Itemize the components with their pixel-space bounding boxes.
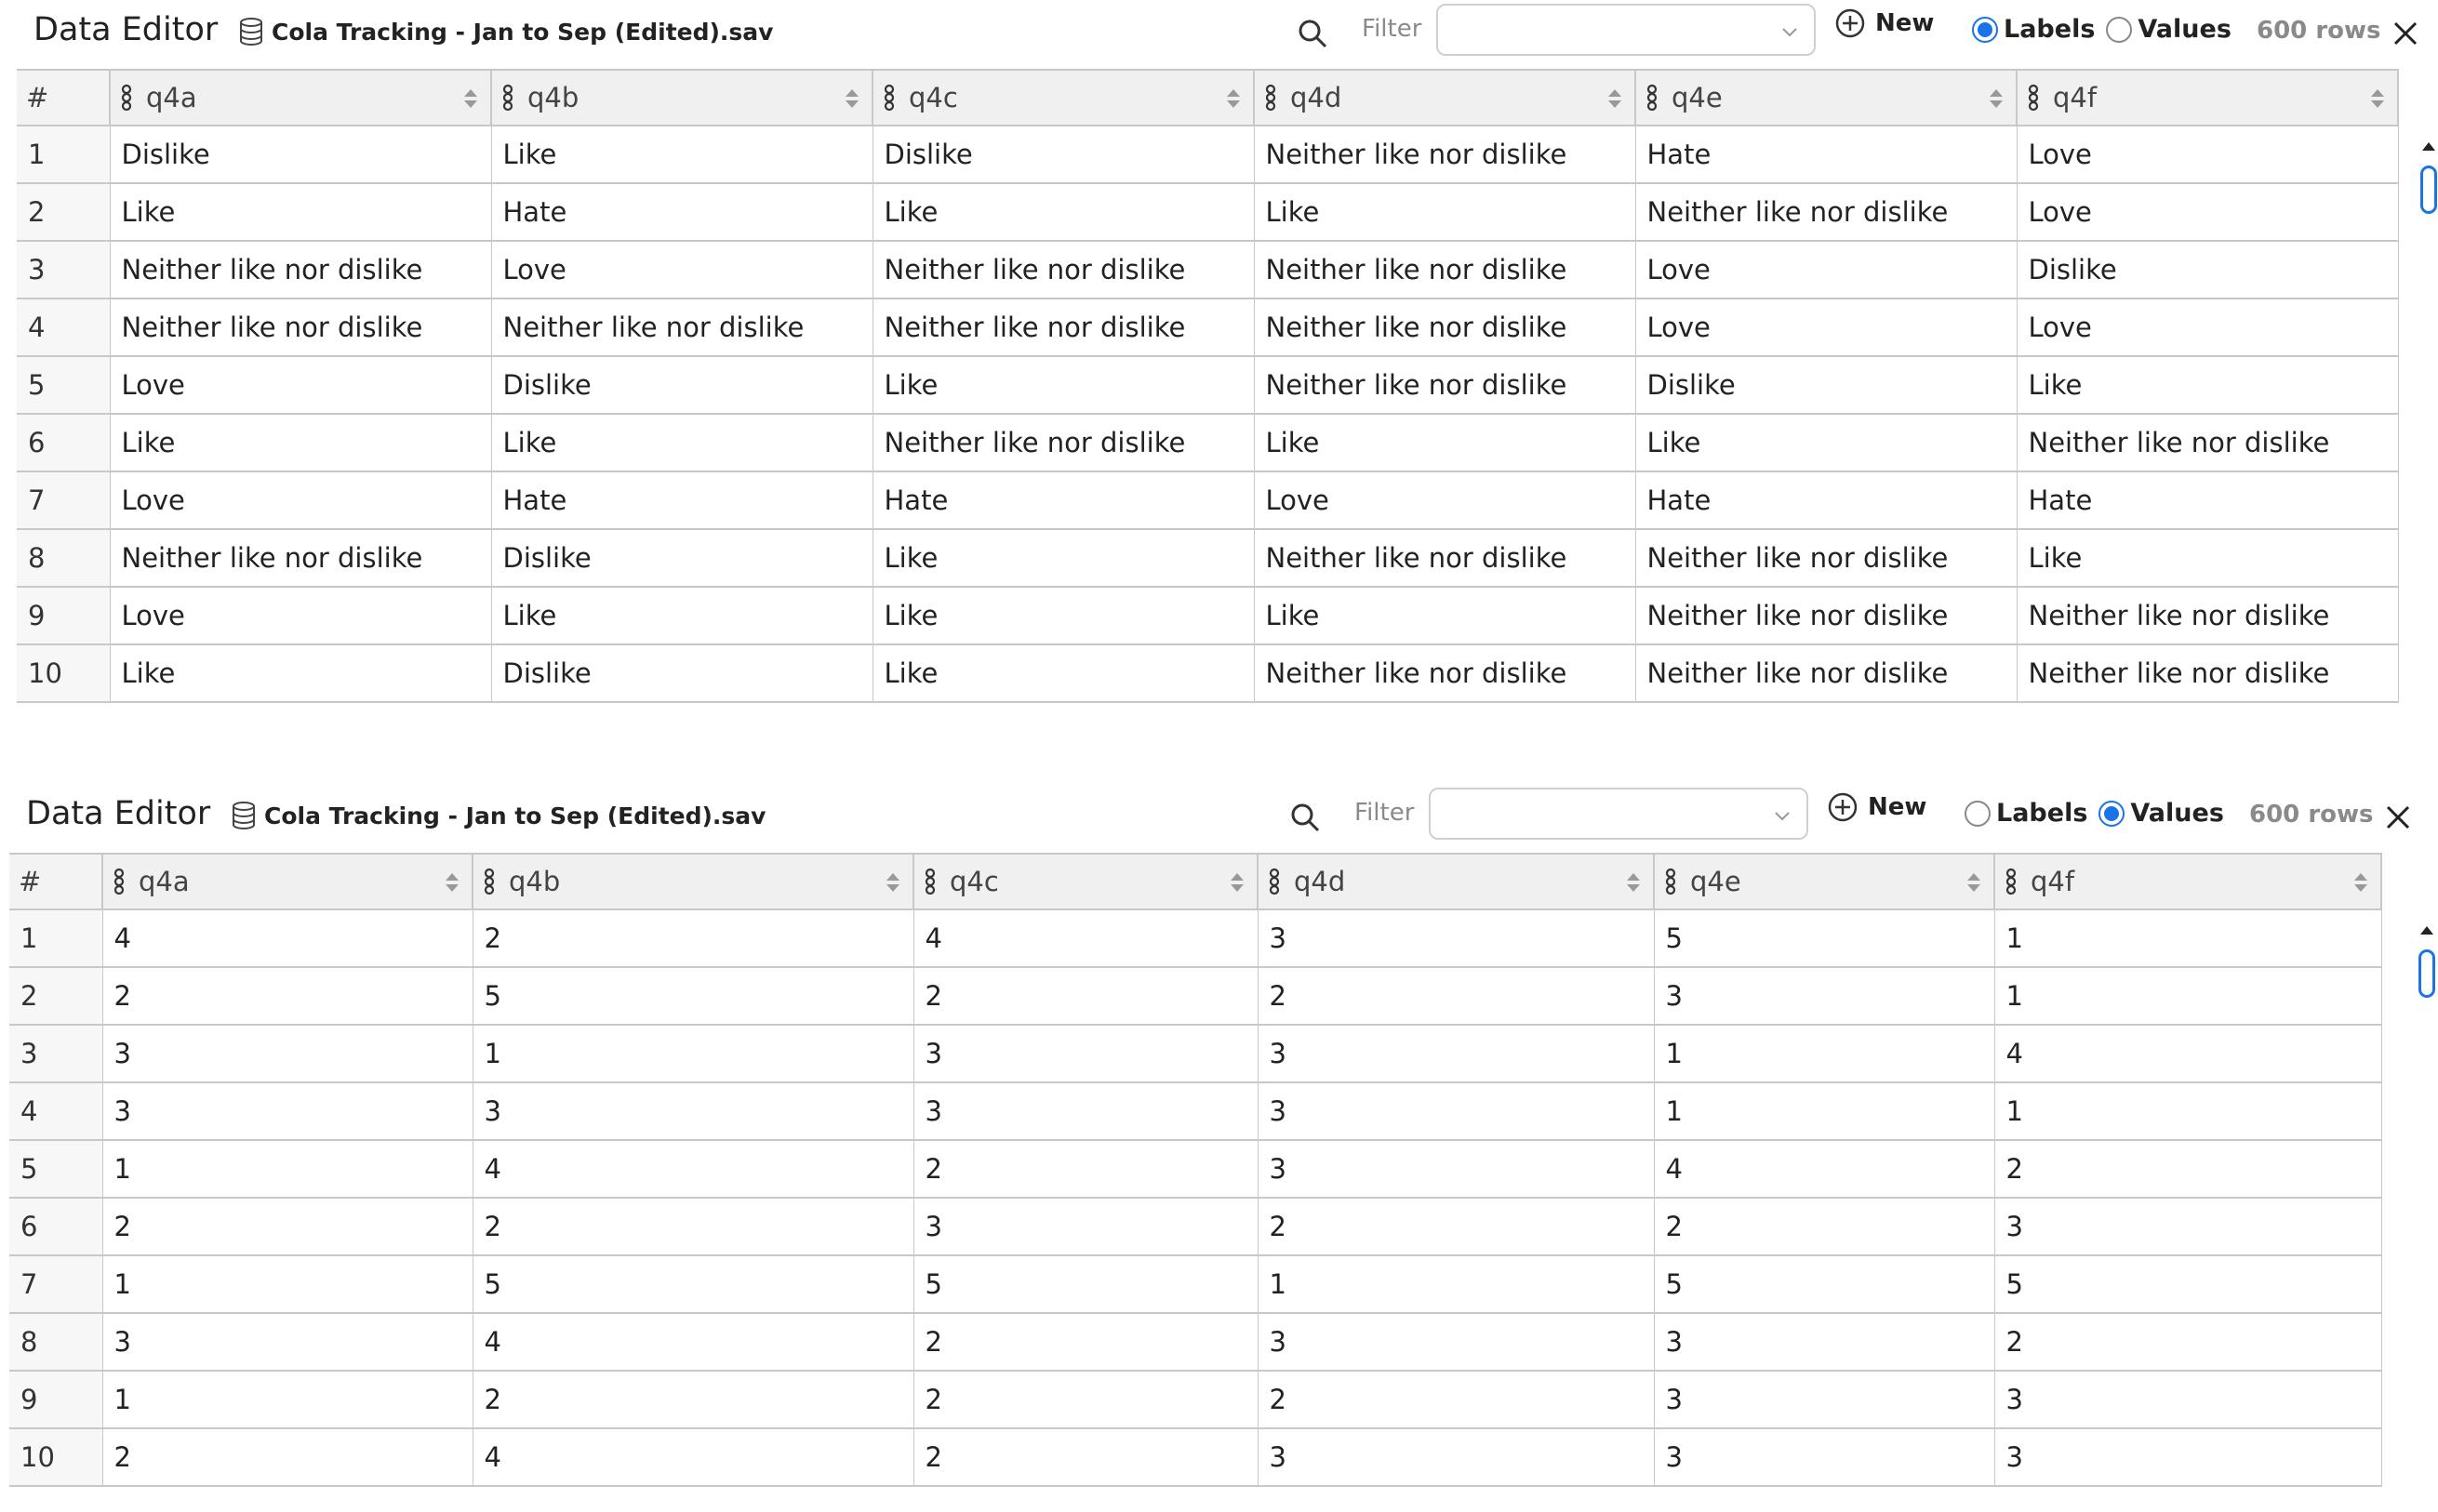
sort-icon[interactable] xyxy=(444,871,460,894)
table-cell[interactable]: 2 xyxy=(913,1313,1258,1371)
table-cell[interactable]: Dislike xyxy=(1635,356,2017,414)
table-cell[interactable]: 2 xyxy=(473,1371,913,1428)
row-index: 9 xyxy=(17,587,110,644)
table-cell[interactable]: Neither like nor dislike xyxy=(873,414,1254,471)
variable-icon xyxy=(483,868,496,895)
row-index: 8 xyxy=(17,529,110,587)
table-cell[interactable]: 4 xyxy=(1654,1140,1994,1198)
variable-icon xyxy=(120,84,133,112)
sort-icon[interactable] xyxy=(885,871,901,894)
column-header-q4e[interactable] xyxy=(1654,854,1994,909)
table-cell[interactable]: Neither like nor dislike xyxy=(1254,241,1635,298)
table-cell[interactable]: Like xyxy=(110,414,491,471)
table-cell[interactable]: Like xyxy=(1254,183,1635,241)
table-cell[interactable]: Dislike xyxy=(491,529,873,587)
table-cell[interactable]: 3 xyxy=(1654,1428,1994,1486)
table-row xyxy=(17,414,2398,471)
column-name: q4a xyxy=(146,82,197,113)
table-cell[interactable]: 3 xyxy=(1994,1371,2381,1428)
table-cell[interactable]: 2 xyxy=(1258,1371,1654,1428)
table-cell[interactable]: 1 xyxy=(1994,909,2381,967)
variable-icon xyxy=(1664,868,1677,895)
column-header-q4f[interactable] xyxy=(2017,70,2398,126)
sort-icon[interactable] xyxy=(844,87,860,110)
row-index: 3 xyxy=(9,1025,102,1082)
row-index: 2 xyxy=(17,183,110,241)
table-cell[interactable]: 1 xyxy=(1654,1082,1994,1140)
table-cell[interactable]: Hate xyxy=(491,471,873,529)
table-cell[interactable]: Like xyxy=(873,587,1254,644)
table-cell[interactable]: Love xyxy=(110,587,491,644)
sort-icon[interactable] xyxy=(1225,87,1242,110)
column-header-q4b[interactable] xyxy=(491,70,873,126)
variable-icon xyxy=(1645,84,1659,112)
table-cell[interactable]: 2 xyxy=(913,1428,1258,1486)
table-cell[interactable]: Neither like nor dislike xyxy=(1635,587,2017,644)
table-row xyxy=(17,126,2398,183)
table-cell[interactable]: Neither like nor dislike xyxy=(2017,414,2398,471)
scroll-up-arrow-icon[interactable] xyxy=(2418,139,2438,154)
table-row xyxy=(17,183,2398,241)
table-row xyxy=(9,1025,2381,1082)
table-cell[interactable]: Neither like nor dislike xyxy=(1254,298,1635,356)
filter-label: Filter xyxy=(1362,15,1422,43)
index-header: # xyxy=(9,854,102,909)
table-cell[interactable]: 4 xyxy=(473,1428,913,1486)
table-cell[interactable]: 4 xyxy=(473,1313,913,1371)
search-icon[interactable] xyxy=(1296,17,1329,50)
table-cell[interactable]: 3 xyxy=(102,1313,473,1371)
table-cell[interactable]: 4 xyxy=(473,1140,913,1198)
sort-icon[interactable] xyxy=(1988,87,2005,110)
variable-icon xyxy=(113,868,126,895)
table-cell[interactable]: Neither like nor dislike xyxy=(1254,529,1635,587)
table-cell[interactable]: Like xyxy=(873,356,1254,414)
row-index: 5 xyxy=(9,1140,102,1198)
table-cell[interactable]: 4 xyxy=(1994,1025,2381,1082)
variable-icon xyxy=(1264,84,1277,112)
table-cell[interactable]: Like xyxy=(873,529,1254,587)
chevron-down-icon xyxy=(1780,22,1799,41)
filter-label: Filter xyxy=(1354,799,1415,827)
table-cell[interactable]: Neither like nor dislike xyxy=(1254,126,1635,183)
table-row xyxy=(9,1140,2381,1198)
table-cell[interactable]: 4 xyxy=(913,909,1258,967)
table-cell[interactable]: 1 xyxy=(1654,1025,1994,1082)
chevron-down-icon xyxy=(1773,806,1792,825)
table-cell[interactable]: Neither like nor dislike xyxy=(110,241,491,298)
table-cell[interactable]: 3 xyxy=(1654,1313,1994,1371)
table-cell[interactable]: Neither like nor dislike xyxy=(1254,356,1635,414)
index-header: # xyxy=(17,70,110,126)
variable-icon xyxy=(2027,84,2040,112)
table-row xyxy=(17,298,2398,356)
table-cell[interactable]: 2 xyxy=(913,1140,1258,1198)
table-cell[interactable]: 1 xyxy=(102,1255,473,1313)
table-cell[interactable]: 2 xyxy=(1994,1140,2381,1198)
table-row xyxy=(17,471,2398,529)
table-row xyxy=(17,356,2398,414)
rows-count: 600 rows xyxy=(2257,17,2381,45)
display-mode-toggle xyxy=(1972,15,2243,44)
column-header-q4c[interactable] xyxy=(913,854,1258,909)
values-radio-label: Values xyxy=(2138,15,2232,44)
table-cell[interactable]: 3 xyxy=(102,1082,473,1140)
search-icon[interactable] xyxy=(1288,801,1322,834)
table-cell[interactable]: Love xyxy=(2017,183,2398,241)
values-radio-label: Values xyxy=(2130,799,2224,828)
table-cell[interactable]: 5 xyxy=(913,1255,1258,1313)
table-cell[interactable]: 2 xyxy=(102,1198,473,1255)
table-cell[interactable]: 1 xyxy=(1994,967,2381,1025)
table-cell[interactable]: 2 xyxy=(913,967,1258,1025)
column-header-q4f[interactable] xyxy=(1994,854,2381,909)
values-radio[interactable] xyxy=(2098,799,2224,828)
table-cell[interactable]: 1 xyxy=(1258,1255,1654,1313)
table-cell[interactable]: Love xyxy=(1635,241,2017,298)
column-name: q4c xyxy=(909,82,958,113)
variable-icon xyxy=(2005,868,2018,895)
labels-radio-label: Labels xyxy=(1996,799,2088,828)
scroll-up-arrow-icon[interactable] xyxy=(2417,923,2437,938)
column-name: q4e xyxy=(1672,82,1723,113)
table-cell[interactable]: 5 xyxy=(1994,1255,2381,1313)
sort-icon[interactable] xyxy=(1229,871,1246,894)
panel-title: Data Editor xyxy=(33,11,219,48)
row-index: 7 xyxy=(17,471,110,529)
table-cell[interactable]: 3 xyxy=(1258,1313,1654,1371)
column-name: q4a xyxy=(139,866,190,897)
table-cell[interactable]: 3 xyxy=(473,1082,913,1140)
table-cell[interactable]: Dislike xyxy=(491,356,873,414)
table-cell[interactable]: Like xyxy=(1254,587,1635,644)
column-header-q4a[interactable] xyxy=(110,70,491,126)
table-cell[interactable]: Like xyxy=(491,414,873,471)
new-button-label: New xyxy=(1868,793,1927,821)
table-row xyxy=(9,1313,2381,1371)
column-header-q4b[interactable] xyxy=(473,854,913,909)
table-cell[interactable]: Neither like nor dislike xyxy=(110,529,491,587)
table-cell[interactable]: 1 xyxy=(102,1140,473,1198)
row-index: 1 xyxy=(9,909,102,967)
table-cell[interactable]: 2 xyxy=(473,1198,913,1255)
table-cell[interactable]: Neither like nor dislike xyxy=(1635,529,2017,587)
table-header-row xyxy=(9,854,2381,909)
table-cell[interactable]: Hate xyxy=(1635,126,2017,183)
plus-circle-icon xyxy=(1834,7,1866,39)
row-index: 3 xyxy=(17,241,110,298)
panel-header xyxy=(9,784,2400,849)
column-name: q4b xyxy=(527,82,580,113)
column-name: q4c xyxy=(950,866,999,897)
database-icon xyxy=(231,801,257,830)
data-editor-panel-labels xyxy=(17,0,2407,689)
vertical-scrollbar-thumb[interactable] xyxy=(2418,949,2435,998)
table-row xyxy=(9,1082,2381,1140)
table-cell[interactable]: 3 xyxy=(1654,967,1994,1025)
table-cell[interactable]: Dislike xyxy=(491,644,873,702)
table-cell[interactable]: 3 xyxy=(1258,1025,1654,1082)
table-cell[interactable]: 5 xyxy=(473,967,913,1025)
close-icon[interactable] xyxy=(2391,19,2420,48)
sort-icon[interactable] xyxy=(2369,87,2386,110)
table-row xyxy=(17,241,2398,298)
data-table xyxy=(17,69,2399,703)
table-cell[interactable]: Love xyxy=(491,241,873,298)
file-name xyxy=(238,17,773,46)
sort-icon[interactable] xyxy=(2352,871,2369,894)
table-cell[interactable]: 4 xyxy=(102,909,473,967)
data-editor-panel-values xyxy=(9,784,2400,1473)
table-cell[interactable]: Like xyxy=(2017,356,2398,414)
table-row xyxy=(17,587,2398,644)
table-cell[interactable]: 1 xyxy=(473,1025,913,1082)
labels-radio-indicator[interactable] xyxy=(1972,17,1998,43)
table-cell[interactable]: Neither like nor dislike xyxy=(110,298,491,356)
column-name: q4d xyxy=(1294,866,1346,897)
display-mode-toggle xyxy=(1965,799,2235,828)
row-index: 4 xyxy=(17,298,110,356)
table-cell[interactable]: 3 xyxy=(913,1025,1258,1082)
table-cell[interactable]: 3 xyxy=(1258,1082,1654,1140)
column-header-q4a[interactable] xyxy=(102,854,473,909)
values-radio[interactable] xyxy=(2106,15,2232,44)
new-button[interactable] xyxy=(1834,7,1934,39)
table-cell[interactable]: 2 xyxy=(1258,967,1654,1025)
file-name xyxy=(231,801,766,830)
row-index: 2 xyxy=(9,967,102,1025)
rows-count: 600 rows xyxy=(2249,801,2374,829)
table-cell[interactable]: 3 xyxy=(1258,1428,1654,1486)
table-cell[interactable]: 3 xyxy=(1654,1371,1994,1428)
table-cell[interactable]: Like xyxy=(491,126,873,183)
table-row xyxy=(17,644,2398,702)
table-cell[interactable]: Neither like nor dislike xyxy=(2017,644,2398,702)
table-cell[interactable]: Neither like nor dislike xyxy=(1635,644,2017,702)
table-cell[interactable]: 1 xyxy=(1994,1082,2381,1140)
table-cell[interactable]: 3 xyxy=(102,1025,473,1082)
close-icon[interactable] xyxy=(2383,802,2413,832)
plus-circle-icon xyxy=(1827,791,1858,823)
table-cell[interactable]: Dislike xyxy=(110,126,491,183)
row-index: 9 xyxy=(9,1371,102,1428)
table-cell[interactable]: Love xyxy=(1254,471,1635,529)
column-name: q4d xyxy=(1290,82,1342,113)
table-cell[interactable]: Love xyxy=(2017,126,2398,183)
table-cell[interactable]: Neither like nor dislike xyxy=(873,298,1254,356)
table-cell[interactable]: Like xyxy=(873,644,1254,702)
sort-icon[interactable] xyxy=(462,87,479,110)
table-cell[interactable]: Like xyxy=(2017,529,2398,587)
table-cell[interactable]: 5 xyxy=(473,1255,913,1313)
table-cell[interactable]: 2 xyxy=(1654,1198,1994,1255)
filter-dropdown[interactable] xyxy=(1429,788,1808,840)
table-cell[interactable]: Like xyxy=(110,644,491,702)
table-cell[interactable]: Love xyxy=(110,471,491,529)
sort-icon[interactable] xyxy=(1965,871,1982,894)
table-cell[interactable]: Dislike xyxy=(2017,241,2398,298)
table-cell[interactable]: 2 xyxy=(473,909,913,967)
table-cell[interactable]: Neither like nor dislike xyxy=(491,298,873,356)
column-name: q4b xyxy=(509,866,561,897)
variable-icon xyxy=(1268,868,1281,895)
column-name: q4e xyxy=(1690,866,1741,897)
table-cell[interactable]: Hate xyxy=(1635,471,2017,529)
table-cell[interactable]: Like xyxy=(1254,414,1635,471)
table-cell[interactable]: Hate xyxy=(873,471,1254,529)
table-cell[interactable]: 3 xyxy=(913,1198,1258,1255)
table-row xyxy=(9,1371,2381,1428)
table-cell[interactable]: Like xyxy=(110,183,491,241)
table-cell[interactable]: Love xyxy=(110,356,491,414)
row-index: 5 xyxy=(17,356,110,414)
table-cell[interactable]: Neither like nor dislike xyxy=(1254,644,1635,702)
row-index: 10 xyxy=(9,1428,102,1486)
column-header-q4e[interactable] xyxy=(1635,70,2017,126)
new-button[interactable] xyxy=(1827,791,1926,823)
table-cell[interactable]: 3 xyxy=(913,1082,1258,1140)
table-cell[interactable]: 3 xyxy=(1258,1140,1654,1198)
table-row xyxy=(9,1198,2381,1255)
row-index: 6 xyxy=(17,414,110,471)
table-cell[interactable]: 3 xyxy=(1258,909,1654,967)
labels-radio-label: Labels xyxy=(2004,15,2096,44)
table-cell[interactable]: Hate xyxy=(2017,471,2398,529)
table-cell[interactable]: Like xyxy=(491,587,873,644)
row-index: 4 xyxy=(9,1082,102,1140)
table-cell[interactable]: Like xyxy=(873,183,1254,241)
table-row xyxy=(9,1428,2381,1486)
vertical-scrollbar-thumb[interactable] xyxy=(2420,166,2437,214)
table-cell[interactable]: 3 xyxy=(1994,1198,2381,1255)
variable-icon xyxy=(501,84,514,112)
table-cell[interactable]: 5 xyxy=(1654,1255,1994,1313)
table-cell[interactable]: Dislike xyxy=(873,126,1254,183)
table-cell[interactable]: 2 xyxy=(1994,1313,2381,1371)
table-cell[interactable]: 2 xyxy=(102,1428,473,1486)
panel-header xyxy=(17,0,2407,65)
table-header-row xyxy=(17,70,2398,126)
column-header-q4c[interactable] xyxy=(873,70,1254,126)
new-button-label: New xyxy=(1875,9,1935,37)
sort-icon[interactable] xyxy=(1625,871,1642,894)
column-name: q4f xyxy=(2053,82,2098,113)
row-index: 10 xyxy=(17,644,110,702)
table-cell[interactable]: 1 xyxy=(102,1371,473,1428)
table-cell[interactable]: Love xyxy=(1635,298,2017,356)
table-cell[interactable]: 2 xyxy=(102,967,473,1025)
filter-dropdown[interactable] xyxy=(1436,4,1816,56)
table-cell[interactable]: 5 xyxy=(1654,909,1994,967)
labels-radio[interactable] xyxy=(1972,15,2095,44)
table-cell[interactable]: Hate xyxy=(491,183,873,241)
table-cell[interactable]: Love xyxy=(2017,298,2398,356)
variable-icon xyxy=(924,868,937,895)
table-row xyxy=(9,909,2381,967)
panel-title: Data Editor xyxy=(26,795,211,832)
file-name-text: Cola Tracking - Jan to Sep (Edited).sav xyxy=(272,18,774,46)
table-row xyxy=(9,967,2381,1025)
table-cell[interactable]: Neither like nor dislike xyxy=(873,241,1254,298)
row-index: 8 xyxy=(9,1313,102,1371)
file-name-text: Cola Tracking - Jan to Sep (Edited).sav xyxy=(264,802,766,829)
table-cell[interactable]: 2 xyxy=(1258,1198,1654,1255)
column-header-q4d[interactable] xyxy=(1258,854,1654,909)
table-cell[interactable]: Neither like nor dislike xyxy=(1635,183,2017,241)
row-index: 1 xyxy=(17,126,110,183)
labels-radio-indicator[interactable] xyxy=(1965,801,1991,827)
database-icon xyxy=(238,17,264,46)
table-cell[interactable]: Like xyxy=(1635,414,2017,471)
table-row xyxy=(17,529,2398,587)
table-row xyxy=(9,1255,2381,1313)
table-cell[interactable]: 2 xyxy=(913,1371,1258,1428)
values-radio-indicator[interactable] xyxy=(2098,801,2125,827)
table-cell[interactable]: 3 xyxy=(1994,1428,2381,1486)
column-header-q4d[interactable] xyxy=(1254,70,1635,126)
table-cell[interactable]: Neither like nor dislike xyxy=(2017,587,2398,644)
variable-icon xyxy=(883,84,896,112)
labels-radio[interactable] xyxy=(1965,799,2087,828)
values-radio-indicator[interactable] xyxy=(2106,17,2132,43)
row-index: 7 xyxy=(9,1255,102,1313)
column-name: q4f xyxy=(2031,866,2075,897)
data-table xyxy=(9,853,2382,1487)
row-index: 6 xyxy=(9,1198,102,1255)
sort-icon[interactable] xyxy=(1606,87,1623,110)
